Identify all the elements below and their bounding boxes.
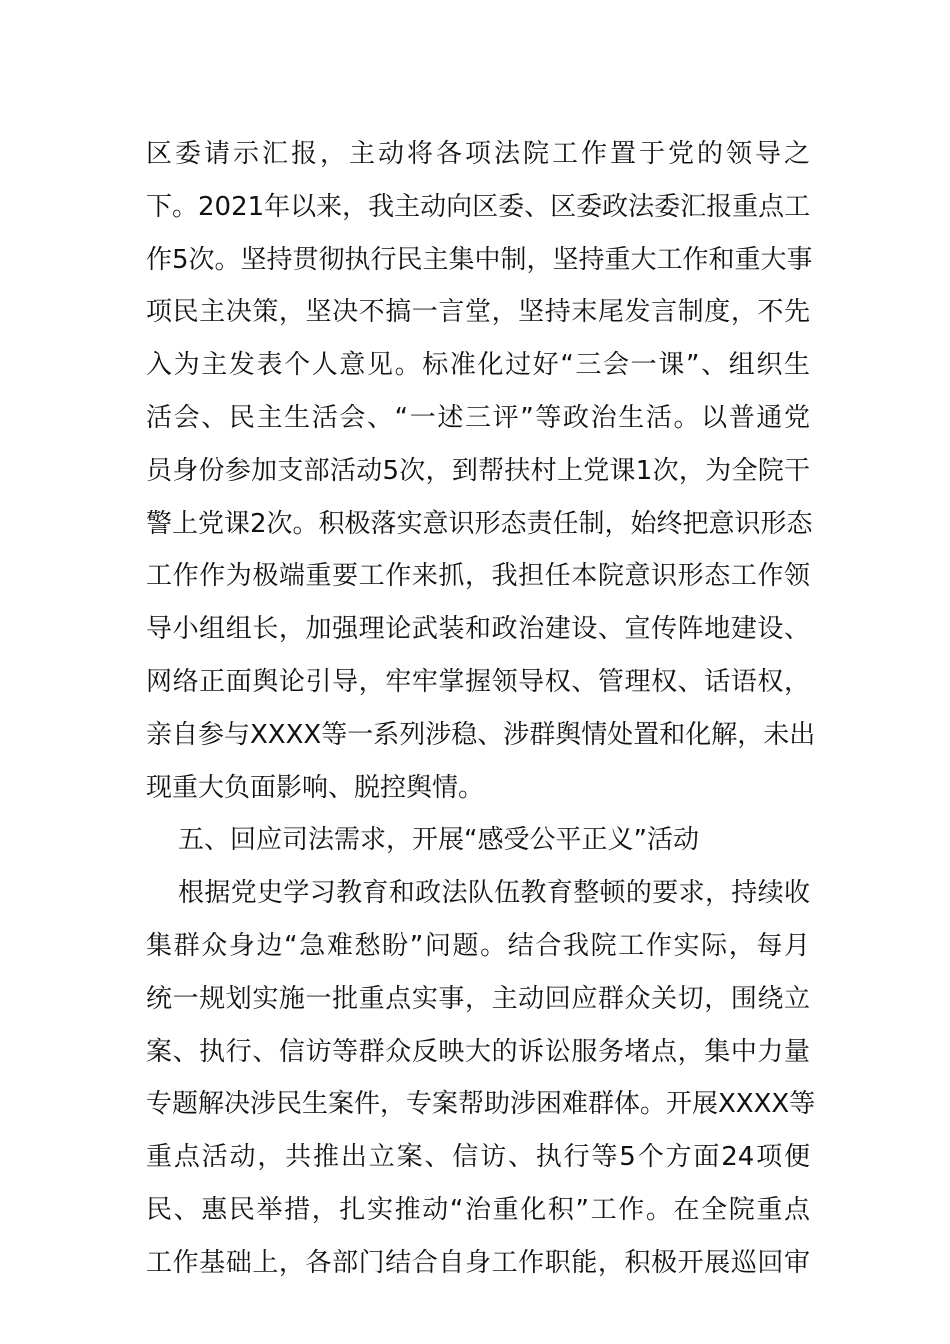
text-line: 导小组组长，加强理论武装和政治建设、宣传阵地建设、: [146, 614, 810, 645]
text-line: 区委请示汇报，主动将各项法院工作置于党的领导之: [146, 139, 810, 169]
text-line: 项民主决策，坚决不搞一言堂，坚持末尾发言制度，不先: [146, 297, 810, 328]
text-line: 专题解决涉民生案件，专案帮助涉困难群体。开展XXXX等: [146, 1089, 816, 1120]
text-line: 统一规划实施一批重点实事，主动回应群众关切，围绕立: [146, 983, 810, 1014]
text-line: 员身份参加支部活动5次，到帮扶村上党课1次，为全院干: [146, 455, 810, 486]
text-line: 民、惠民举措，扎实推动“治重化积”工作。在全院重点: [146, 1194, 810, 1225]
text-line: 重点活动，共推出立案、信访、执行等5个方面24项便: [146, 1142, 810, 1173]
text-line: 亲自参与XXXX等一系列涉稳、涉群舆情处置和化解，未出: [146, 719, 816, 750]
text-line: 入为主发表个人意见。标准化过好“三会一课”、组织生: [146, 350, 810, 381]
text-line: 根据党史学习教育和政法队伍教育整顿的要求，持续收: [178, 878, 810, 909]
section-heading: 五、回应司法需求，开展“感受公平正义”活动: [178, 825, 699, 856]
text-line: 集群众身边“急难愁盼”问题。结合我院工作实际，每月: [146, 930, 810, 961]
text-line: 工作作为极端重要工作来抓，我担任本院意识形态工作领: [146, 561, 810, 592]
text-line: 网络正面舆论引导，牢牢掌握领导权、管理权、话语权，: [146, 666, 810, 697]
text-line: 案、执行、信访等群众反映大的诉讼服务堵点，集中力量: [146, 1036, 810, 1067]
text-line: 作5次。坚持贯彻执行民主集中制，坚持重大工作和重大事: [146, 244, 813, 275]
text-line: 工作基础上，各部门结合自身工作职能，积极开展巡回审: [146, 1247, 810, 1278]
text-line: 警上党课2次。积极落实意识形态责任制，始终把意识形态: [146, 508, 813, 539]
document-body: [146, 128, 816, 1290]
text-line: 活会、民主生活会、“一述三评”等政治生活。以普通党: [146, 402, 810, 433]
text-line: 下。2021年以来，我主动向区委、区委政法委汇报重点工: [146, 191, 811, 222]
text-line: 现重大负面影响、脱控舆情。: [146, 772, 485, 803]
